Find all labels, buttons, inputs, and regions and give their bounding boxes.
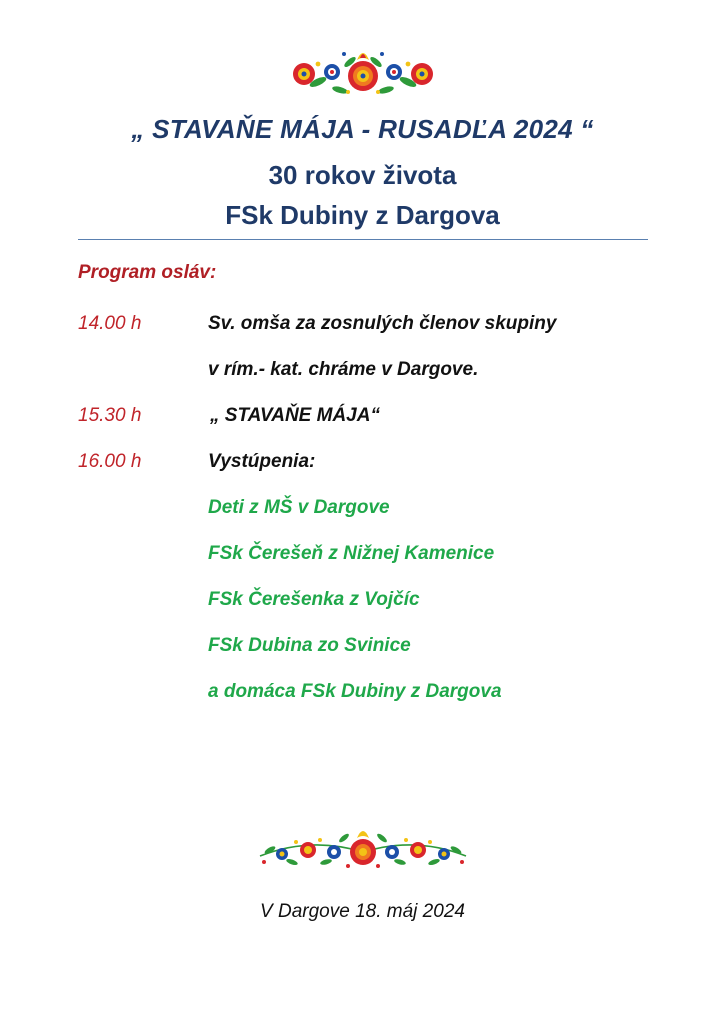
- performer-item: Deti z MŠ v Dargove: [208, 497, 390, 518]
- anniversary-subtitle: 30 rokov života: [268, 160, 457, 190]
- performer-item: FSk Čerešenka z Vojčíc: [208, 589, 420, 610]
- footer-place-date: V Dargove 18. máj 2024: [260, 901, 465, 922]
- performer-item: FSk Dubina zo Svinice: [208, 635, 411, 656]
- event-title: „ STAVAŇE MÁJA - RUSADĽA 2024 “: [131, 114, 594, 144]
- program-item-text: Vystúpenia:: [208, 451, 316, 472]
- group-name: FSk Dubiny z Dargova: [225, 200, 500, 230]
- folk-ornament-garland-icon: [256, 822, 470, 872]
- program-item-text: „ STAVAŇE MÁJA“: [210, 405, 380, 426]
- program-time: 14.00 h: [78, 313, 142, 334]
- performer-item: a domáca FSk Dubiny z Dargova: [208, 681, 502, 702]
- title-divider: [78, 239, 648, 240]
- performer-item: FSk Čerešeň z Nižnej Kamenice: [208, 543, 495, 564]
- folk-ornament-icon: [288, 44, 438, 98]
- program-time: 16.00 h: [78, 451, 142, 472]
- program-item-text: Sv. omša za zosnulých členov skupiny: [208, 313, 557, 334]
- program-heading: Program osláv:: [78, 262, 217, 283]
- program-item-text: v rím.- kat. chráme v Dargove.: [208, 359, 479, 380]
- program-time: 15.30 h: [78, 405, 142, 426]
